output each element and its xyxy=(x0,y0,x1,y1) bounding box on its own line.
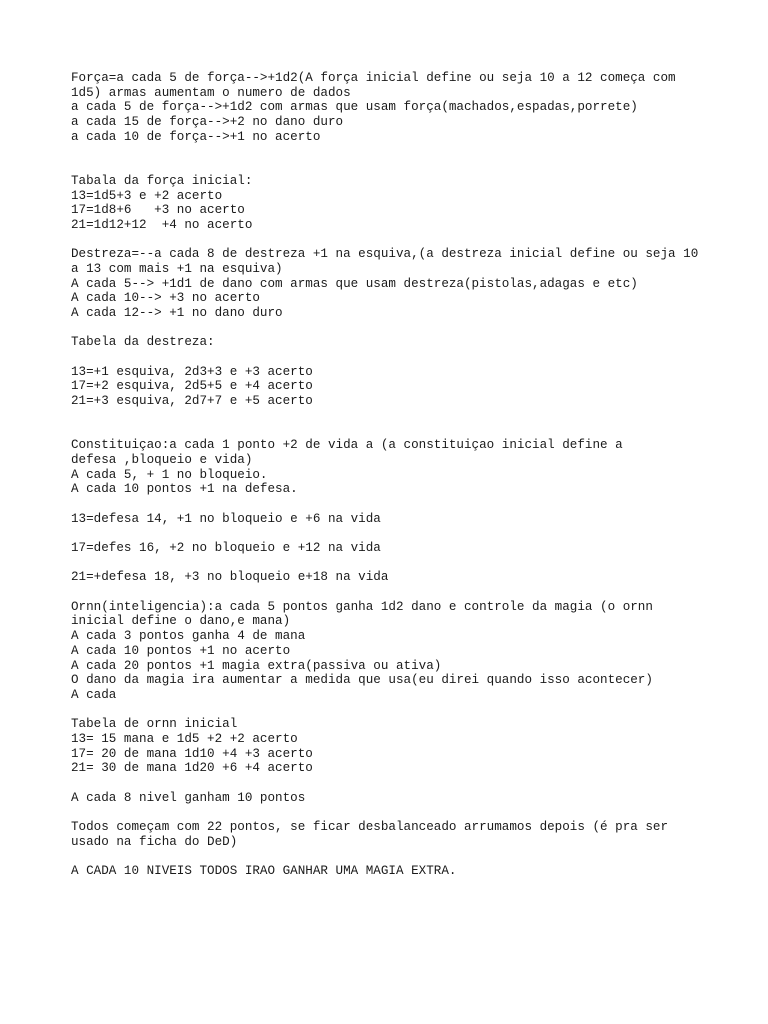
text-line: 21=+3 esquiva, 2d7+7 e +5 acerto xyxy=(71,394,313,409)
text-line: Destreza=--a cada 8 de destreza +1 na esquiva,(a destreza inicial define ou seja 10 xyxy=(71,247,699,262)
text-line: a cada 5 de força-->+1d2 com armas que usam força(machados,espadas,porrete) xyxy=(71,100,638,115)
blank-line xyxy=(71,776,711,791)
blank-line xyxy=(71,409,711,424)
blank-line xyxy=(71,233,711,248)
blank-line xyxy=(71,497,711,512)
text-line: 13=defesa 14, +1 no bloqueio e +6 na vida xyxy=(71,511,381,526)
text-line: 21=+defesa 18, +3 no bloqueio e+18 na vida xyxy=(71,570,389,585)
text-line: A cada 10--> +3 no acerto xyxy=(71,291,260,306)
blank-line xyxy=(71,159,711,174)
text-line: usado na ficha do DeD) xyxy=(71,834,238,849)
blank-line xyxy=(71,585,711,600)
text-line: 21= 30 de mana 1d20 +6 +4 acerto xyxy=(71,761,313,776)
blank-line xyxy=(71,350,711,365)
text-line: 21=1d12+12 +4 no acerto xyxy=(71,217,253,232)
text-line: Força=a cada 5 de força-->+1d2(A força inicial define ou seja 10 a 12 começa com xyxy=(71,71,676,85)
section-heading: Tabela de ornn inicial xyxy=(71,717,238,732)
blank-line xyxy=(71,703,711,718)
text-line: A CADA 10 NIVEIS TODOS IRAO GANHAR UMA MAGIA EXTRA. xyxy=(71,864,457,879)
text-line: A cada 12--> +1 no dano duro xyxy=(71,306,283,320)
text-line: Todos começam com 22 pontos, se ficar desbalanceado arrumamos depois (é pra ser xyxy=(71,820,669,835)
section-heading: Tabela da destreza: xyxy=(71,335,215,350)
text-line: A cada 10 pontos +1 na defesa. xyxy=(71,482,298,497)
text-line: 13= 15 mana e 1d5 +2 +2 acerto xyxy=(71,731,298,746)
text-line: Ornn(inteligencia):a cada 5 pontos ganha 1d2 dano e controle da magia (o ornn xyxy=(71,599,653,614)
text-line: A cada xyxy=(71,687,117,702)
blank-line xyxy=(71,526,711,541)
blank-line xyxy=(71,321,711,336)
blank-line xyxy=(71,424,711,439)
text-line: A cada 5, + 1 no bloqueio. xyxy=(71,467,268,482)
text-line: 17=defes 16, +2 no bloqueio e +12 na vida xyxy=(71,541,381,555)
text-line: A cada 5--> +1d1 de dano com armas que usam destreza(pistolas,adagas e etc) xyxy=(71,276,638,291)
text-line: Constituiçao:a cada 1 ponto +2 de vida a (a constituiçao inicial define a xyxy=(71,438,623,453)
text-line: 13=+1 esquiva, 2d3+3 e +3 acerto xyxy=(71,364,313,379)
text-line: A cada 3 pontos ganha 4 de mana xyxy=(71,629,306,644)
blank-line xyxy=(71,144,711,159)
text-line: 17= 20 de mana 1d10 +4 +3 acerto xyxy=(71,746,313,761)
text-line: 1d5) armas aumentam o numero de dados xyxy=(71,85,351,100)
document-page xyxy=(71,71,711,879)
text-line: 17=+2 esquiva, 2d5+5 e +4 acerto xyxy=(71,379,313,394)
text-line: inicial define o dano,e mana) xyxy=(71,614,291,629)
text-line: defesa ,bloqueio e vida) xyxy=(71,452,253,467)
text-line: a cada 15 de força-->+2 no dano duro xyxy=(71,115,344,130)
section-heading: Tabala da força inicial: xyxy=(71,173,253,188)
text-line: A cada 8 nivel ganham 10 pontos xyxy=(71,790,306,805)
blank-line xyxy=(71,805,711,820)
text-line: a 13 com mais +1 na esquiva) xyxy=(71,261,283,276)
blank-line xyxy=(71,849,711,864)
text-line: A cada 10 pontos +1 no acerto xyxy=(71,643,291,658)
blank-line xyxy=(71,556,711,571)
text-line: 13=1d5+3 e +2 acerto xyxy=(71,188,223,203)
text-line: a cada 10 de força-->+1 no acerto xyxy=(71,129,321,144)
text-line: A cada 20 pontos +1 magia extra(passiva ou ativa) xyxy=(71,658,442,673)
text-line: O dano da magia ira aumentar a medida que usa(eu direi quando isso acontecer) xyxy=(71,673,653,688)
text-line: 17=1d8+6 +3 no acerto xyxy=(71,203,245,218)
